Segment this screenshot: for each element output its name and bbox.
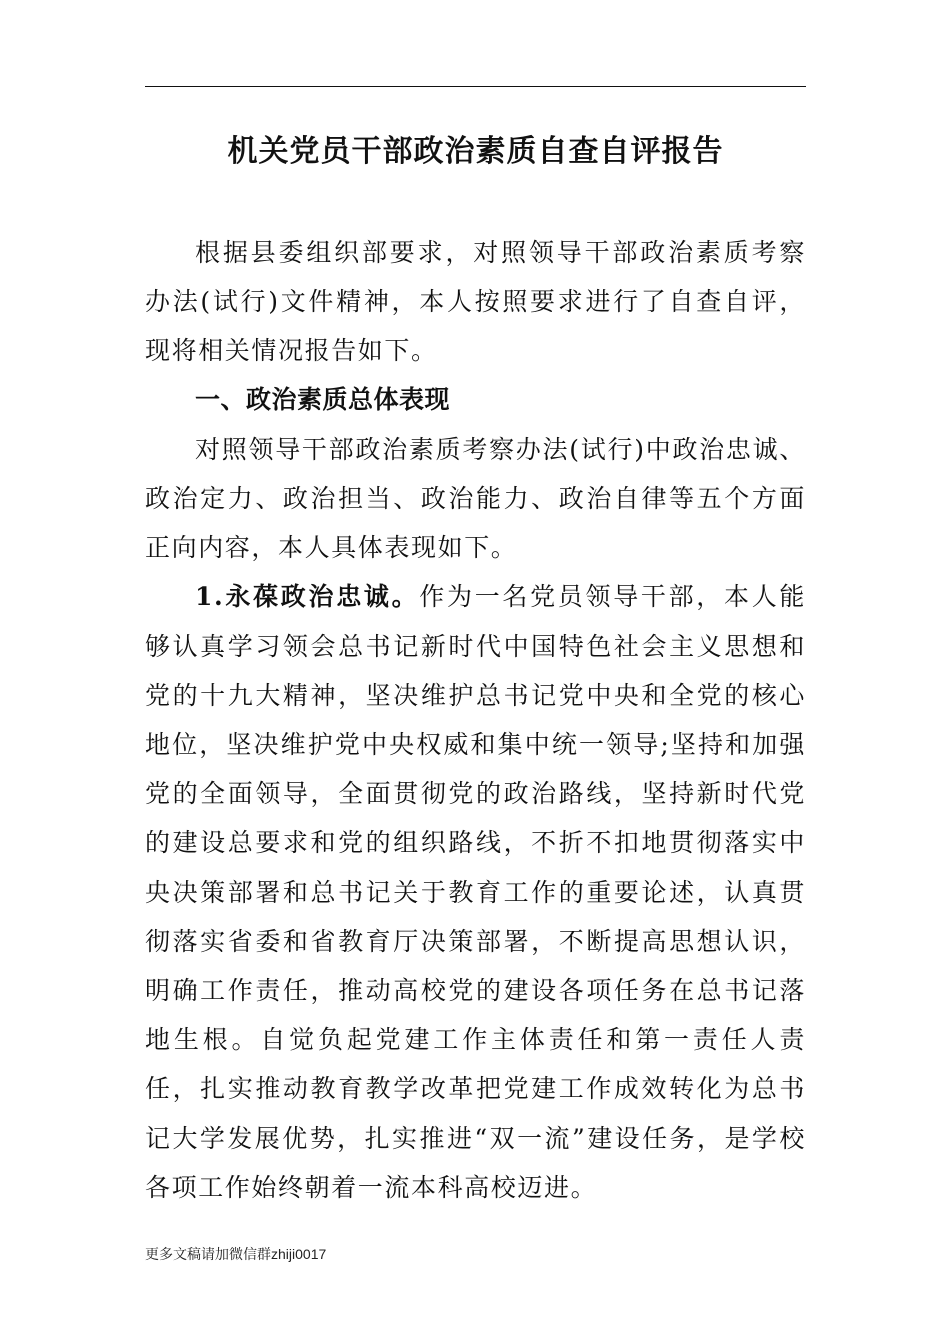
header-rule <box>145 86 806 87</box>
item-paragraph <box>145 572 806 1212</box>
section-paragraph: 对照领导干部政治素质考察办法(试行)中政治忠诚、政治定力、政治担当、政治能力、政治自律等五个方面正向内容，本人具体表现如下。 <box>145 434 806 563</box>
item-lead: 1.永葆政治忠诚。 <box>195 582 420 612</box>
footer-note: 更多文稿请加微信群zhiji0017 <box>145 1246 327 1262</box>
intro-paragraph: 根据县委组织部要求，对照领导干部政治素质考察办法(试行)文件精神，本人按照要求进行了自查自评，现将相关情况报告如下。 <box>145 238 806 366</box>
section-heading: 一、政治素质总体表现 <box>195 385 451 414</box>
document-title: 机关党员干部政治素质自查自评报告 <box>227 134 724 169</box>
item-text: 作为一名党员领导干部，本人能够认真学习领会总书记新时代中国特色社会主义思想和党的十九大精神，坚决维护总书记党中央和全党的核心地位，坚决维护党中央权威和集中统一领导;坚持和加强党的全面领导，全面贯彻党的政治路线，坚持新时代党的建设总要求和党的组织路线，不折不扣地贯彻落实中央决策部署和总书记关于教育工作的重要论述，认真贯彻落实省委和省教育厅决策部署，不断提高思想认识，明确工作责任，推动高校党的建设各项任务在总书记落地生根。自觉负起党建工作主体责任和第一责任人责任，扎实推动教育教学改革把党建工作成效转化为总书记大学发展优势，扎实推进“双一流”建设任务，是学校各项工作始终朝着一流本科高校迈进。 <box>145 582 806 1202</box>
document-body <box>145 228 806 1212</box>
